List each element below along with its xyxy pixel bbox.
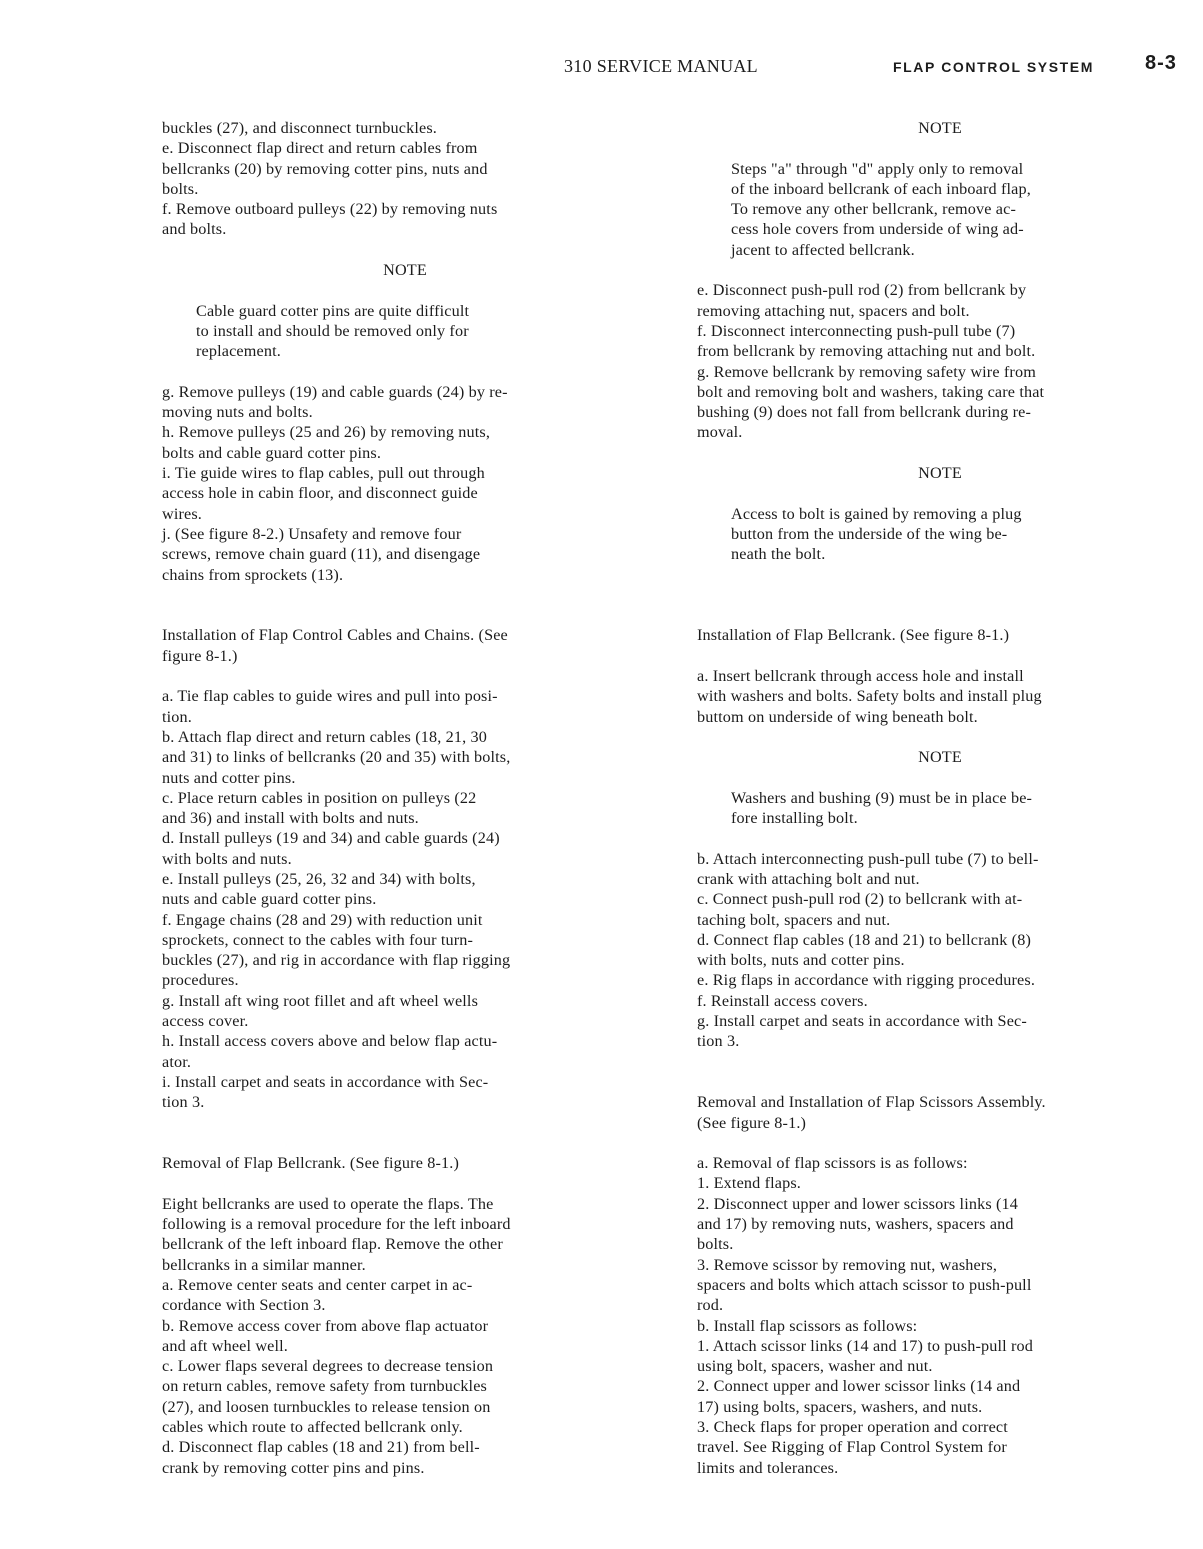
text-line: d. Install pulleys (19 and 34) and cable guards (24) <box>162 829 500 848</box>
spacer <box>697 260 1183 280</box>
text-line: wires. <box>162 504 203 523</box>
text-line: access hole in cabin floor, and disconnect guide <box>162 484 478 503</box>
text-line: 17) using bolts, spacers, washers, and nuts. <box>697 1397 983 1416</box>
spacer <box>162 1133 648 1153</box>
spacer <box>697 1072 1183 1092</box>
note-text-line: cess hole covers from underside of wing ad- <box>731 220 1024 239</box>
note-heading: NOTE <box>383 261 427 280</box>
text-line: nuts and cable guard cotter pins. <box>162 890 377 909</box>
text-line: e. Rig flaps in accordance with rigging procedures. <box>697 971 1036 990</box>
spacer <box>162 666 648 686</box>
text-line: (27), and loosen turnbuckles to release tension on <box>162 1397 491 1416</box>
spacer <box>162 362 648 382</box>
text-line: buttom on underside of wing beneath bolt. <box>697 707 978 726</box>
text-line: cables which route to affected bellcrank only. <box>162 1418 463 1436</box>
text-line: Eight bellcranks are used to operate the flaps. The <box>162 1194 494 1213</box>
text-line: j. (See figure 8-2.) Unsafety and remove four <box>162 524 462 543</box>
text-line: a. Tie flap cables to guide wires and pull into posi- <box>162 687 498 706</box>
text-line: g. Install aft wing root fillet and aft wheel wells <box>162 991 479 1010</box>
text-line: from bellcrank by removing attaching nut and bolt. <box>697 342 1036 361</box>
note-text-line: jacent to affected bellcrank. <box>731 240 915 259</box>
text-line: f. Reinstall access covers. <box>697 991 868 1010</box>
text-line: nuts and cotter pins. <box>162 768 296 787</box>
text-line: chains from sprockets (13). <box>162 565 344 584</box>
text-line: tion. <box>162 707 192 726</box>
text-line: and 17) by removing nuts, washers, spacers and <box>697 1215 1014 1234</box>
spacer <box>697 605 1183 625</box>
text-line: screws, remove chain guard (11), and disengage <box>162 545 481 564</box>
spacer <box>697 483 1183 503</box>
text-line: 3. Check flaps for proper operation and correct <box>697 1418 1008 1436</box>
spacer <box>697 443 1183 463</box>
text-line: b. Remove access cover from above flap actuator <box>162 1316 489 1335</box>
text-line: 1. Attach scissor links (14 and 17) to push-pull rod <box>697 1336 1034 1355</box>
text-line: e. Disconnect flap direct and return cables from <box>162 139 478 158</box>
text-line: Removal and Installation of Flap Scissors Assembly. <box>697 1093 1046 1112</box>
text-line: c. Connect push-pull rod (2) to bellcrank with at- <box>697 890 1023 909</box>
text-line: and 31) to links of bellcranks (20 and 35) with bolts, <box>162 748 511 767</box>
spacer <box>162 1113 648 1133</box>
note-text-line: fore installing bolt. <box>731 809 858 828</box>
text-line: e. Disconnect push-pull rod (2) from bellcrank by <box>697 281 1027 300</box>
text-line: cordance with Section 3. <box>162 1296 326 1315</box>
text-line: access cover. <box>162 1012 249 1031</box>
note-text-line: Cable guard cotter pins are quite difficult <box>196 301 470 320</box>
text-line: i. Install carpet and seats in accordance with Sec- <box>162 1072 489 1091</box>
spacer <box>162 240 648 260</box>
note-heading: NOTE <box>918 748 962 767</box>
text-line: with bolts and nuts. <box>162 849 292 868</box>
text-line: g. Install carpet and seats in accordance with Sec- <box>697 1012 1027 1031</box>
note-text-line: replacement. <box>196 342 281 361</box>
note-text-line: Steps "a" through "d" apply only to removal <box>731 159 1024 178</box>
text-line: moving nuts and bolts. <box>162 403 313 422</box>
spacer <box>697 1052 1183 1072</box>
text-line: on return cables, remove safety from turnbuckles <box>162 1377 487 1396</box>
text-line: crank by removing cotter pins and pins. <box>162 1458 425 1477</box>
text-line: figure 8-1.) <box>162 646 238 665</box>
text-line: and 36) and install with bolts and nuts. <box>162 809 419 828</box>
spacer <box>162 605 648 625</box>
text-line: 1. Extend flaps. <box>697 1174 801 1193</box>
text-line: limits and tolerances. <box>697 1458 839 1477</box>
text-line: taching bolt, spacers and nut. <box>697 910 891 929</box>
text-line: bolt and removing bolt and washers, taking care that <box>697 382 1045 401</box>
text-line: buckles (27), and disconnect turnbuckles. <box>162 119 437 137</box>
note-text-line: of the inboard bellcrank of each inboard flap, <box>731 179 1031 198</box>
spacer <box>697 646 1183 666</box>
spacer <box>697 768 1183 788</box>
note-heading: NOTE <box>918 464 962 483</box>
note-text-line: to install and should be removed only for <box>196 321 469 340</box>
text-line: a. Remove center seats and center carpet in ac- <box>162 1275 473 1294</box>
text-line: bellcrank of the left inboard flap. Remove the other <box>162 1235 503 1254</box>
page-number: 8-3 <box>1145 52 1177 74</box>
text-line: Installation of Flap Control Cables and Chains. (See <box>162 626 508 645</box>
text-line: 3. Remove scissor by removing nut, washers, <box>697 1255 998 1274</box>
text-line: b. Install flap scissors as follows: <box>697 1316 918 1335</box>
spacer <box>697 828 1183 848</box>
text-line: f. Engage chains (28 and 29) with reduction unit <box>162 910 483 929</box>
spacer <box>697 1133 1183 1153</box>
note-text-line: button from the underside of the wing be- <box>731 524 1008 543</box>
text-line: bushing (9) does not fall from bellcrank during re- <box>697 403 1032 422</box>
spacer <box>697 727 1183 747</box>
text-line: a. Removal of flap scissors is as follows: <box>697 1154 968 1173</box>
text-line: 2. Connect upper and lower scissor links (14 and <box>697 1377 1021 1396</box>
right-column <box>697 118 1183 1478</box>
spacer <box>162 585 648 605</box>
text-line: bolts. <box>162 179 199 198</box>
text-line: i. Tie guide wires to flap cables, pull out through <box>162 464 485 483</box>
text-line: tion 3. <box>697 1032 740 1051</box>
page-header <box>0 52 1203 82</box>
text-line: f. Remove outboard pulleys (22) by removing nuts <box>162 200 498 219</box>
left-column <box>162 118 648 1478</box>
manual-title: 310 SERVICE MANUAL <box>564 56 758 76</box>
note-text-line: To remove any other bellcrank, remove ac- <box>731 200 1017 219</box>
text-line: d. Disconnect flap cables (18 and 21) from bell- <box>162 1438 480 1457</box>
text-line: with washers and bolts. Safety bolts and install plug <box>697 687 1042 706</box>
text-line: crank with attaching bolt and nut. <box>697 869 920 888</box>
text-line: and aft wheel well. <box>162 1336 289 1355</box>
text-line: c. Place return cables in position on pulleys (22 <box>162 788 477 807</box>
spacer <box>162 1173 648 1193</box>
text-line: h. Install access covers above and below flap actu- <box>162 1032 498 1051</box>
text-line: h. Remove pulleys (25 and 26) by removing nuts, <box>162 423 491 442</box>
text-line: a. Insert bellcrank through access hole and install <box>697 667 1024 686</box>
text-line: bolts and cable guard cotter pins. <box>162 443 382 462</box>
text-line: buckles (27), and rig in accordance with flap rigging <box>162 951 511 970</box>
text-line: c. Lower flaps several degrees to decrease tension <box>162 1357 494 1376</box>
text-line: using bolt, spacers, washer and nut. <box>697 1357 933 1376</box>
text-line: with bolts, nuts and cotter pins. <box>697 951 905 970</box>
text-line: spacers and bolts which attach scissor to push-pull <box>697 1275 1032 1294</box>
spacer <box>697 138 1183 158</box>
spacer <box>162 280 648 300</box>
text-line: e. Install pulleys (25, 26, 32 and 34) with bolts, <box>162 869 476 888</box>
text-line: bolts. <box>697 1235 734 1254</box>
note-text-line: Access to bolt is gained by removing a plug <box>731 504 1022 523</box>
text-line: ator. <box>162 1052 192 1071</box>
text-line: Installation of Flap Bellcrank. (See figure 8-1.) <box>697 626 1010 645</box>
text-line: sprockets, connect to the cables with four turn- <box>162 930 474 949</box>
text-line: travel. See Rigging of Flap Control System for <box>697 1438 1007 1457</box>
text-line: b. Attach interconnecting push-pull tube (7) to bell- <box>697 849 1039 868</box>
text-line: removing attaching nut, spacers and bolt. <box>697 301 970 320</box>
text-line: bellcranks in a similar manner. <box>162 1255 366 1274</box>
text-line: 2. Disconnect upper and lower scissors links (14 <box>697 1194 1018 1213</box>
text-line: b. Attach flap direct and return cables (18, 21, 30 <box>162 727 487 746</box>
text-line: bellcranks (20) by removing cotter pins, nuts and <box>162 159 488 178</box>
text-line: Removal of Flap Bellcrank. (See figure 8-1.) <box>162 1154 459 1173</box>
spacer <box>697 585 1183 605</box>
note-heading: NOTE <box>918 119 962 137</box>
text-line: rod. <box>697 1296 724 1315</box>
text-line: g. Remove bellcrank by removing safety wire from <box>697 362 1036 381</box>
text-line: procedures. <box>162 971 239 990</box>
spacer <box>697 565 1183 585</box>
text-line: d. Connect flap cables (18 and 21) to bellcrank (8) <box>697 930 1031 949</box>
note-text-line: neath the bolt. <box>731 545 826 564</box>
text-line: g. Remove pulleys (19) and cable guards (24) by re- <box>162 382 508 401</box>
text-line: and bolts. <box>162 220 227 239</box>
note-text-line: Washers and bushing (9) must be in place be- <box>731 788 1033 807</box>
text-line: (See figure 8-1.) <box>697 1113 807 1132</box>
text-line: tion 3. <box>162 1093 205 1112</box>
text-line: following is a removal procedure for the left inboard <box>162 1215 511 1234</box>
text-line: moval. <box>697 423 743 442</box>
text-line: f. Disconnect interconnecting push-pull tube (7) <box>697 321 1016 340</box>
section-title: FLAP CONTROL SYSTEM <box>893 59 1095 75</box>
